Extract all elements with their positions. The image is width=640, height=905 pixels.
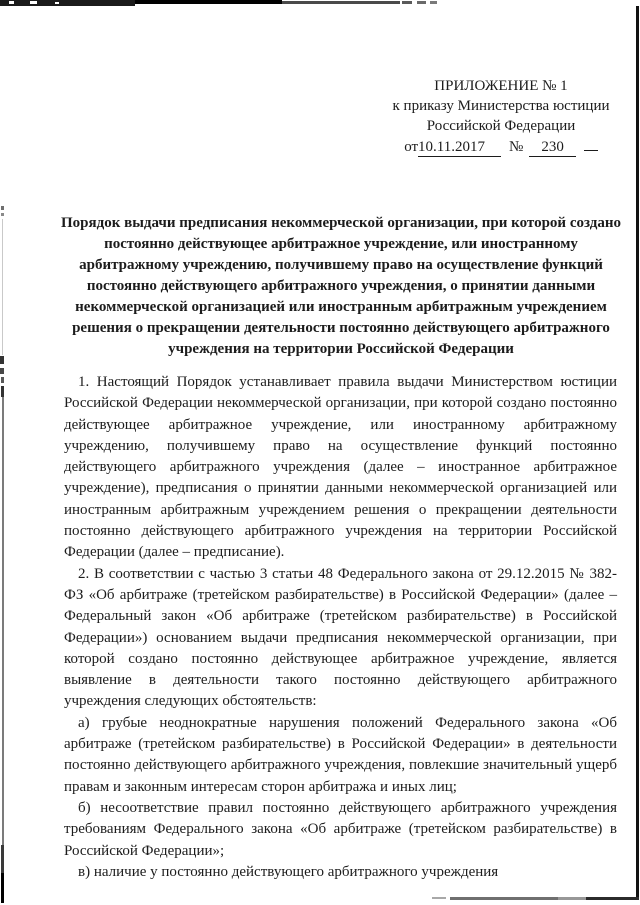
paragraph: а) грубые неоднократные нарушения положений Федерального закона «Об арбитраже (третейском разбирательстве) в Российской Федерации» в деятельности постоянно действующего арбитражного учреждения, повлекшие значительный ущерб правам и законным интересам сторон арбитража и иных лиц;	[64, 714, 617, 795]
paragraph: 1. Настоящий Порядок устанавливает правила выдачи Министерством юстиции Российской Федерации некоммерческой организации, при которой создано постоянно действующее арбитражное учреждение, или иностранному арбитражному учреждению, получившему право на осуществление функций постоянно действующего арбитражного учреждения (далее – иностранное арбитражное учреждение), предписания о принятии данными некоммерческой организацией или иностранным арбитражным учреждением решения о прекращении деятельности постоянно действующего арбитражного учреждения на территории Российской Федерации (далее – предписание).	[64, 374, 617, 561]
scan-edge-top-dash	[430, 1, 437, 4]
date-number-line	[390, 137, 612, 157]
scan-edge-left-dash	[1, 377, 4, 383]
scan-edge-left-dark	[1, 845, 4, 873]
scan-edge-top-middle	[135, 0, 282, 4]
date-prefix: от	[404, 139, 419, 155]
scan-edge-bottom	[432, 897, 446, 899]
scan-edge-bottom	[450, 897, 558, 900]
scan-speck	[9, 1, 14, 4]
scan-edge-top-right	[282, 1, 400, 4]
appendix-header	[390, 76, 612, 157]
paragraph: в) наличие у постоянно действующего арбитражного учреждения	[78, 863, 499, 880]
paragraph: 2. В соответствии с частью 3 статьи 48 Федерального закона от 29.12.2015 № 382-ФЗ «Об арбитраже (третейском разбирательстве) в Российской Федерации» (далее – Федеральный закон «Об арбитраже (третейском разбирательстве) в Российской Федерации») основанием выдачи предписания некоммерческой организации, при которой создано постоянно действующее арбитражное учреждение, является выявление в деятельности такого постоянно действующего арбитражного учреждения следующих обстоятельств:	[64, 565, 617, 710]
scan-edge-bottom	[558, 897, 586, 900]
document-title: Порядок выдачи предписания некоммерческой организации, при которой создано постоянно действующее арбитражное учреждение, или иностранному арбитражному учреждению, получившему право на осуществление функций постоянно действующего арбитражного учреждения, о принятии данными некоммерческой организацией или иностранным арбитражным учреждением решения о прекращении деятельности постоянно действующего арбитражного учреждения на территории Российской Федерации	[61, 215, 621, 357]
scan-edge-left-black	[1, 873, 4, 903]
scan-edge-left-dash	[0, 368, 4, 374]
scan-edge-left-faint	[2, 219, 3, 355]
scan-edge-top-dash	[402, 1, 412, 4]
date-value: 10.11.2017	[418, 139, 501, 157]
scan-edge-left-dash	[1, 213, 4, 216]
number-tail-underline	[584, 150, 598, 151]
document-body	[64, 372, 617, 883]
appendix-label: ПРИЛОЖЕНИЕ № 1	[434, 78, 568, 94]
number-sign: №	[509, 139, 524, 155]
scan-speck	[30, 1, 37, 4]
scan-edge-top-dash	[417, 1, 426, 4]
number-value: 230	[529, 139, 576, 157]
scan-edge-left	[2, 397, 4, 845]
paragraph: б) несоответствие правил постоянно действующего арбитражного учреждения требованиям Федерального закона «Об арбитраже (третейском разбирательстве) в Российской Федерации»;	[64, 799, 617, 859]
order-ref-line-2: Российской Федерации	[426, 118, 576, 134]
scan-edge-right	[636, 6, 639, 899]
scan-edge-top-left	[0, 0, 135, 6]
order-ref-line-1: к приказу Министерства юстиции	[392, 98, 610, 114]
scan-edge-left-dash	[0, 356, 4, 364]
scan-edge-left-dash	[1, 206, 4, 210]
scan-edge-bottom	[586, 897, 639, 900]
scan-edge-left-dash	[1, 386, 4, 397]
scan-speck	[55, 2, 59, 4]
